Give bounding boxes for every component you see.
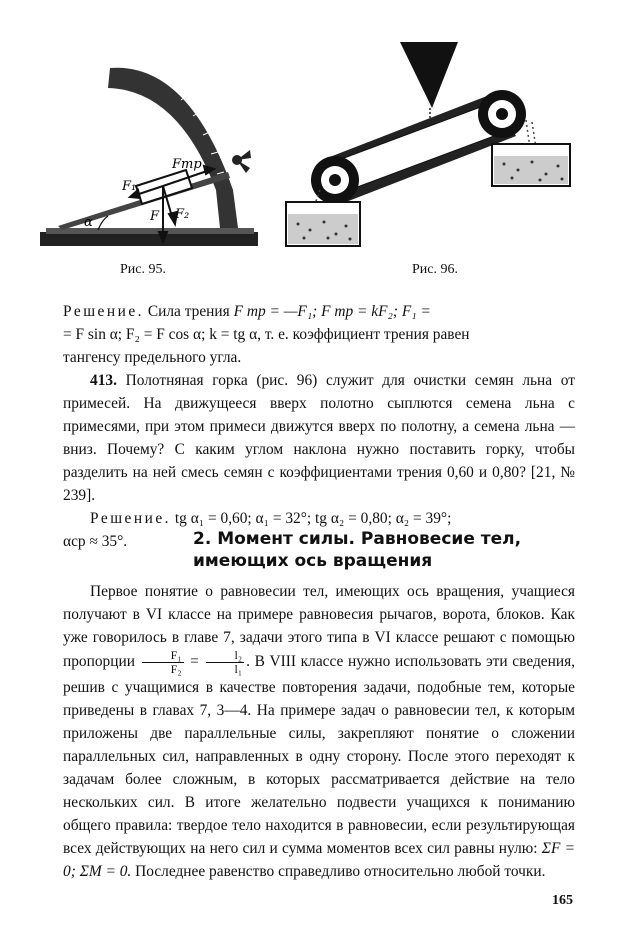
section-heading-line1: 2. Момент силы. Равновесие тел,: [193, 529, 522, 549]
problem-413-text: Полотняная горка (рис. 96) служит для очистки семян льна от примесей. На движущееся вверх полотно сыплются семена льна с примесями, при этом примеси движутся вверх по полотну, а семена льна — вниз. Почему? С каким углом наклона нужно поставить горку, чтобы разделить на ней смесь семян с коэффициентами трения 0,60 и 0,80? [21, № 239].: [63, 372, 575, 504]
figure-96-caption: Рис. 96.: [412, 262, 458, 277]
figure-95-inclined-plane: [38, 40, 263, 260]
solution-1: [63, 300, 575, 369]
solution-1-formulas: F тр = —F₁; F тр = kF₂; F₁ =: [233, 303, 431, 320]
label-Fmp: Fmp: [172, 157, 202, 172]
solution-and-problem-block: [63, 300, 575, 553]
label-F2: F₂: [175, 207, 190, 222]
body-paragraph: [63, 580, 575, 883]
label-alpha: α: [84, 215, 93, 230]
figure-96-conveyor: [280, 40, 590, 260]
fraction-F1-F2: $\frac{\text{F₁}}{\text{F₂}}$: [142, 649, 184, 676]
problem-413: [63, 369, 575, 507]
equals-sign: =: [185, 653, 204, 671]
solution-1-line3: тангенсу предельного угла.: [63, 349, 242, 366]
sum-forces-equation: ΣF = 0;: [63, 840, 576, 880]
body-text-part1: Первое понятие о равновесии тел, имеющих ось вращения, учащиеся получают в VI классе на примере равновесия рычагов, ворота, блоков. Как уже говорилось в главе 7, задачи этого типа в VI классе решают с помощью пропорции: [63, 583, 575, 671]
solution-2-text: tg α₁ = 0,60; α₁ = 32°; tg α₂ = 0,80; α₂ = 39°;: [171, 510, 452, 527]
section-heading: [193, 528, 573, 572]
solution-2-line2: αср ≈ 35°.: [63, 533, 128, 550]
body-text-part2: . В VIII классе нужно использовать эти сведения, решив с учащимися в качестве повторения задачи, подобные тем, которые приведены в главах 7, 3—4. На примере задач о равновесии тел, к которым приложены две параллельные силы, закрепляют понятие о сложении параллельных сил, направленных в одну сторону. После этого переходят к задачам более сложным, в которых рассматривается действие на тело нескольких сил. В итоге желательно подвести учащихся к пониманию общего правила: твердое тело находится в равновесии, если результирующая всех действующих на него сил и сумма моментов всех сил равны нулю:: [63, 653, 576, 857]
label-F1: F₁: [122, 179, 137, 194]
body-text-part3: Последнее равенство справедливо относительно любой точки.: [131, 863, 546, 880]
solution-2-word: Решение.: [90, 510, 172, 527]
solution-1-word: Решение.: [63, 303, 145, 320]
solution-1-intro: Сила трения: [144, 303, 234, 320]
fraction-l2-l1: $\frac{\text{l₂}}{\text{l₁}}$: [206, 649, 245, 676]
section-heading-line2: имеющих ось вращения: [193, 551, 433, 571]
problem-413-number: 413.: [90, 372, 117, 389]
page-number: 165: [552, 893, 573, 908]
label-F: F: [150, 209, 160, 224]
figure-95-caption: Рис. 95.: [120, 262, 166, 277]
solution-1-line2: = F sin α; F₂ = F cos α; k = tg α, т. е. коэффициент трения равен: [63, 326, 470, 343]
sum-moments-equation: ΣM = 0.: [79, 863, 132, 880]
